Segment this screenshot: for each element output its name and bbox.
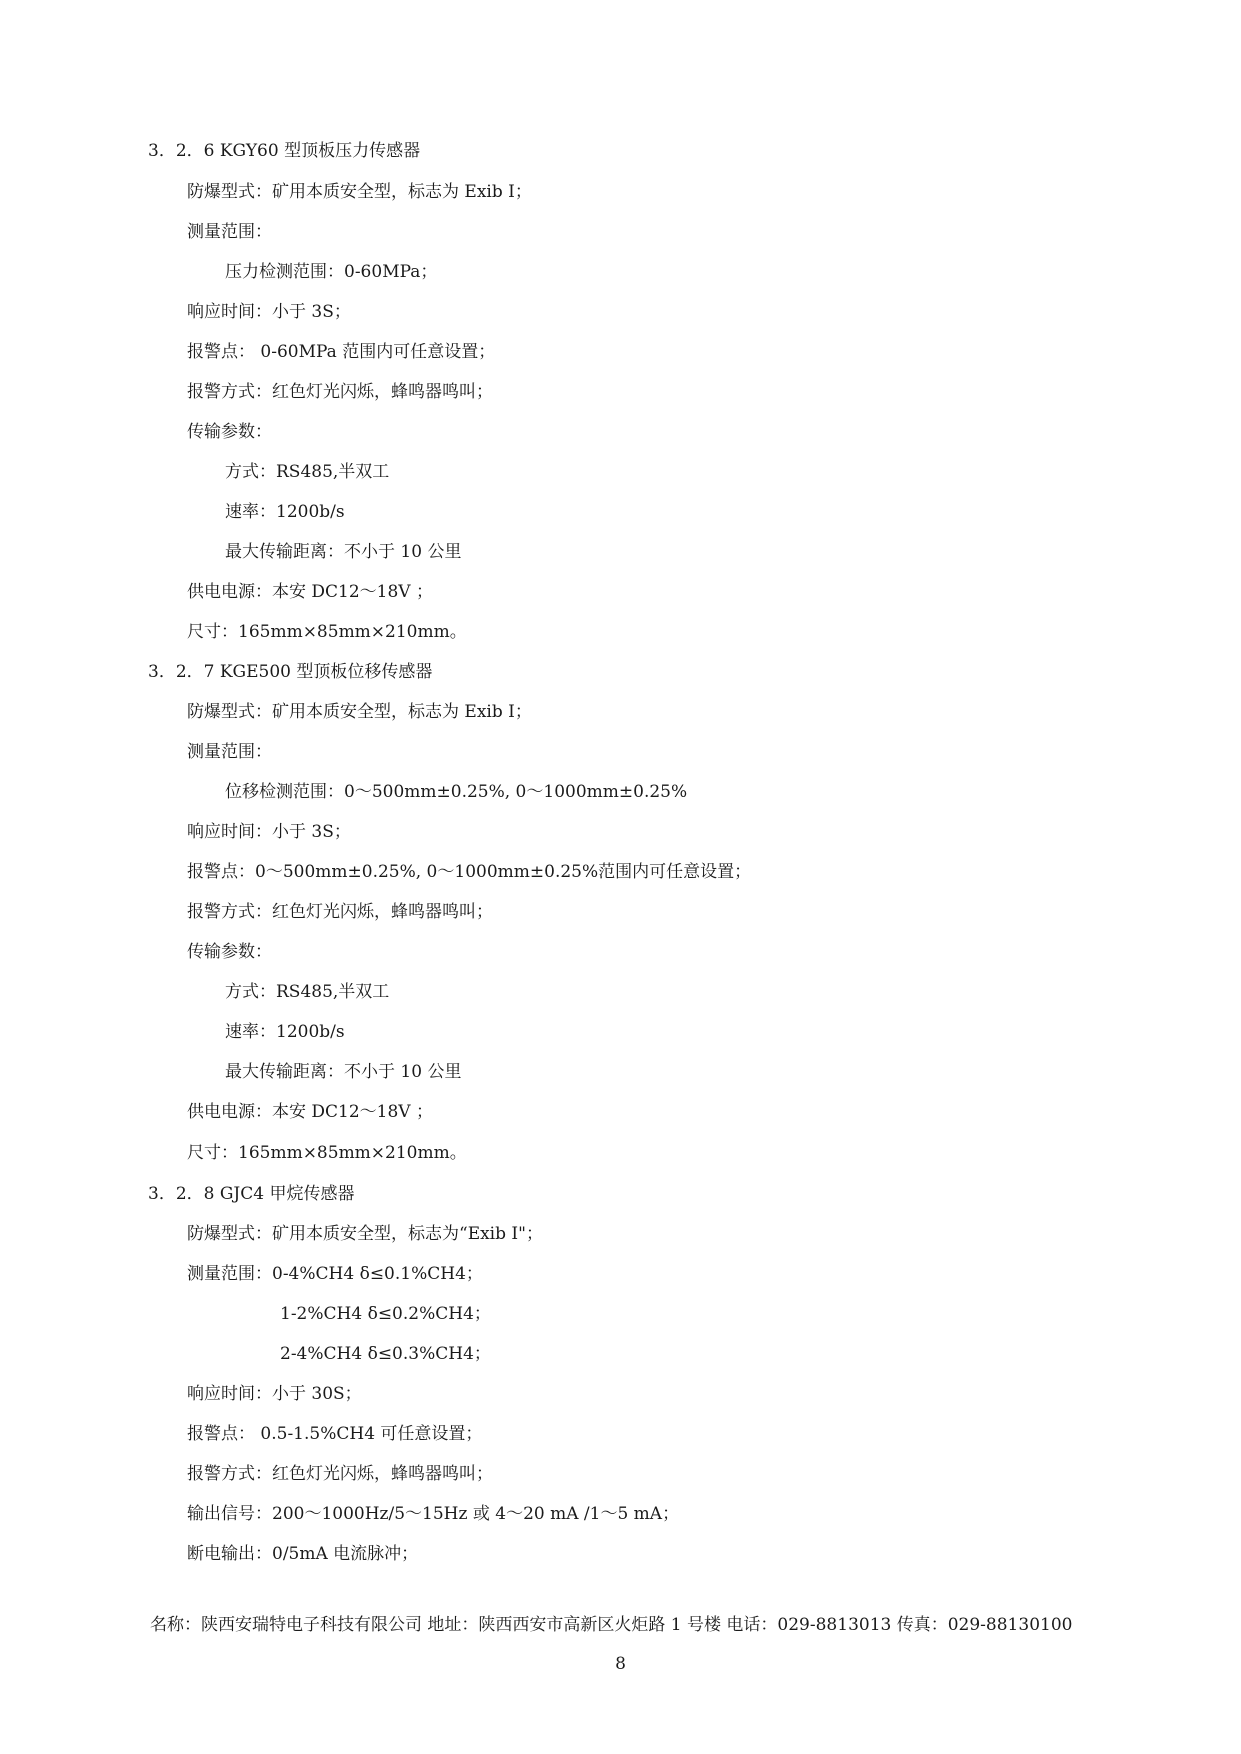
spec-line: 2-4%CH4 δ≤0.3%CH4；	[280, 1344, 491, 1364]
spec-line: 尺寸：165mm×85mm×210mm。	[187, 1143, 467, 1163]
spec-line: 方式：RS485,半双工	[225, 462, 390, 482]
spec-line: 传输参数：	[187, 942, 272, 962]
spec-line: 传输参数：	[187, 422, 272, 442]
spec-line: 防爆型式：矿用本质安全型，标志为 Exib I；	[187, 702, 532, 722]
spec-line: 防爆型式：矿用本质安全型，标志为“Exib I"；	[187, 1224, 543, 1244]
spec-line: 输出信号：200～1000Hz/5～15Hz 或 4～20 mA /1～5 mA；	[187, 1504, 680, 1524]
spec-line: 测量范围：0-4%CH4 δ≤0.1%CH4；	[187, 1264, 483, 1284]
spec-line: 最大传输距离：不小于 10 公里	[225, 542, 462, 562]
spec-line: 供电电源：本安 DC12～18V ；	[187, 1102, 433, 1122]
spec-line: 响应时间：小于 30S；	[187, 1384, 362, 1404]
spec-line: 防爆型式：矿用本质安全型，标志为 Exib I；	[187, 182, 532, 202]
page-number: 8	[615, 1654, 626, 1674]
spec-line: 方式：RS485,半双工	[225, 982, 390, 1002]
spec-line: 报警点：0～500mm±0.25%, 0～1000mm±0.25%范围内可任意设置；	[187, 862, 752, 882]
spec-line: 速率：1200b/s	[225, 502, 345, 522]
section-heading-3-2-6: 3．2．6 KGY60 型顶板压力传感器	[148, 141, 421, 161]
spec-line: 响应时间：小于 3S；	[187, 302, 351, 322]
spec-line: 测量范围：	[187, 742, 272, 762]
spec-line: 报警点： 0-60MPa 范围内可任意设置；	[187, 342, 496, 362]
spec-line: 断电输出：0/5mA 电流脉冲；	[187, 1544, 419, 1564]
spec-line: 响应时间：小于 3S；	[187, 822, 351, 842]
section-heading-3-2-8: 3．2．8 GJC4 甲烷传感器	[148, 1184, 355, 1204]
spec-line: 报警方式：红色灯光闪烁，蜂鸣器鸣叫；	[187, 382, 493, 402]
spec-line: 最大传输距离：不小于 10 公里	[225, 1062, 462, 1082]
spec-line: 报警方式：红色灯光闪烁，蜂鸣器鸣叫；	[187, 902, 493, 922]
spec-line: 1-2%CH4 δ≤0.2%CH4；	[280, 1304, 491, 1324]
spec-line: 尺寸：165mm×85mm×210mm。	[187, 622, 467, 642]
spec-line: 报警方式：红色灯光闪烁，蜂鸣器鸣叫；	[187, 1464, 493, 1484]
spec-line: 报警点： 0.5-1.5%CH4 可任意设置；	[187, 1424, 483, 1444]
company-footer: 名称：陕西安瑞特电子科技有限公司 地址：陕西西安市高新区火炬路 1 号楼 电话：029-8813013 传真：029-88130100	[150, 1615, 1073, 1635]
spec-line: 测量范围：	[187, 222, 272, 242]
section-heading-3-2-7: 3．2．7 KGE500 型顶板位移传感器	[148, 662, 433, 682]
spec-line: 位移检测范围：0～500mm±0.25%, 0～1000mm±0.25%	[225, 782, 688, 802]
spec-line: 速率：1200b/s	[225, 1022, 345, 1042]
spec-line: 供电电源：本安 DC12～18V ；	[187, 582, 433, 602]
spec-line: 压力检测范围：0-60MPa；	[225, 262, 438, 282]
